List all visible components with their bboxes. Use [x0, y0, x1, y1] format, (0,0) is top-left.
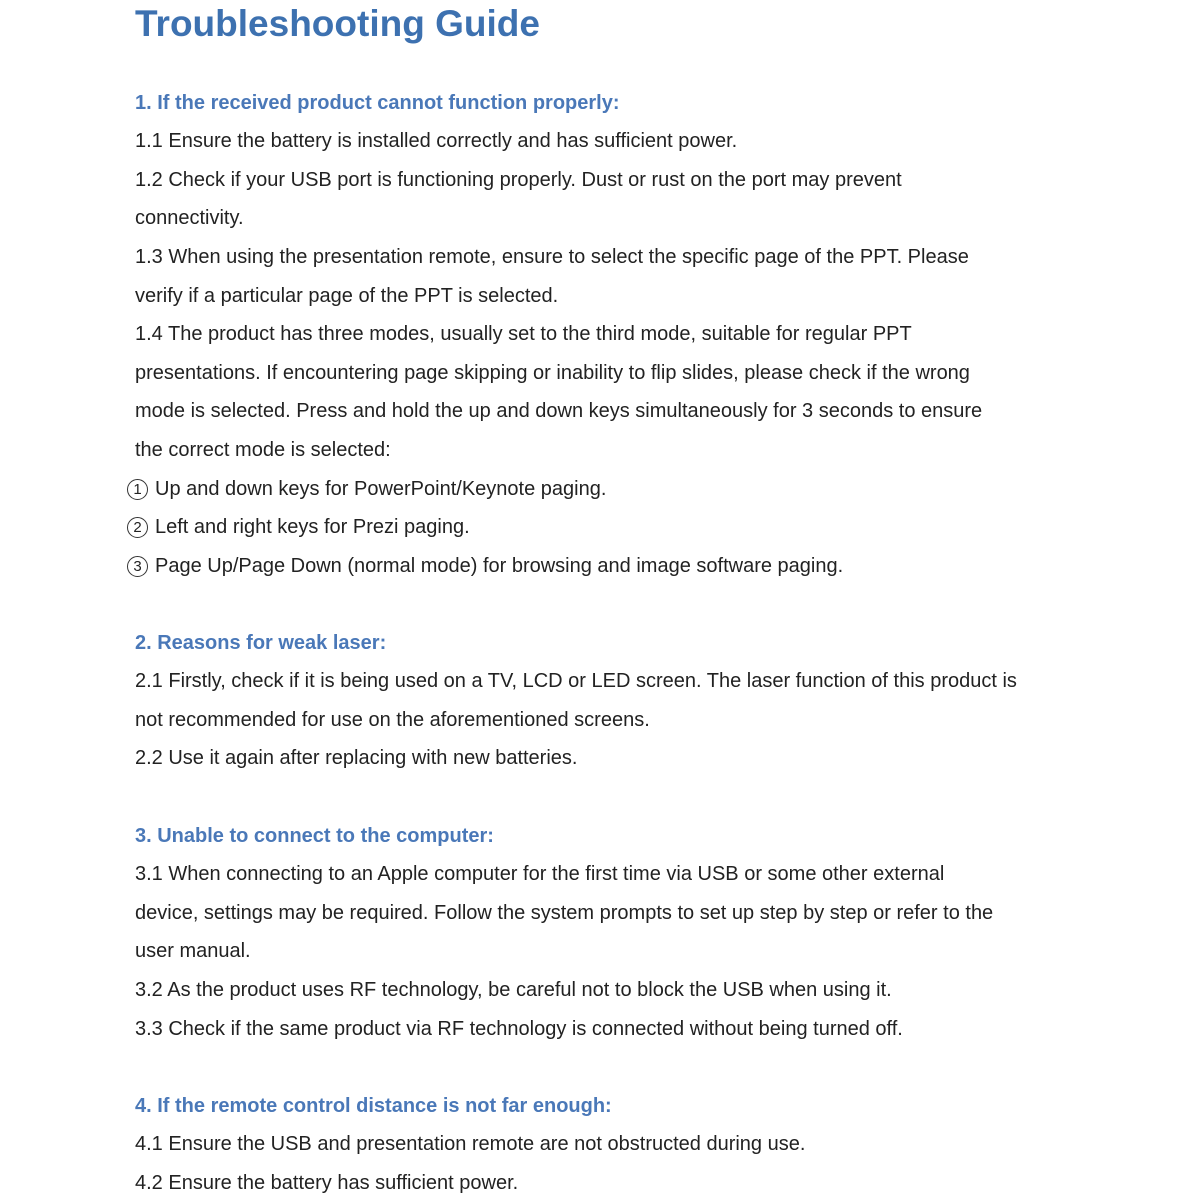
section-1-line-2: 1.2 Check if your USB port is functioning properly. Dust or rust on the port may prevent [135, 169, 902, 191]
section-4-line-2: 4.2 Ensure the battery has sufficient power. [135, 1172, 519, 1194]
section-4-heading: 4. If the remote control distance is not far enough: [135, 1095, 612, 1117]
section-3-line-2: device, settings may be required. Follow the system prompts to set up step by step or refer to the [135, 902, 994, 924]
mode-text-2: Left and right keys for Prezi paging. [155, 516, 470, 538]
mode-item [127, 547, 843, 585]
section-1-line-7: presentations. If encountering page skipping or inability to flip slides, please check if the wrong [135, 362, 970, 384]
section-2-line-2: not recommended for use on the aforementioned screens. [135, 709, 650, 731]
section-1-line-3: connectivity. [135, 207, 244, 229]
section-1-line-1: 1.1 Ensure the battery is installed correctly and has sufficient power. [135, 130, 738, 152]
section-4-line-1: 4.1 Ensure the USB and presentation remote are not obstructed during use. [135, 1133, 806, 1155]
section-1-line-4: 1.3 When using the presentation remote, ensure to select the specific page of the PPT. Please [135, 246, 969, 268]
section-3-line-5: 3.3 Check if the same product via RF technology is connected without being turned off. [135, 1018, 903, 1040]
mode-number-1: 1 [127, 479, 148, 500]
mode-text-1: Up and down keys for PowerPoint/Keynote paging. [155, 478, 607, 500]
section-1-heading: 1. If the received product cannot function properly: [135, 92, 620, 114]
mode-text-3: Page Up/Page Down (normal mode) for browsing and image software paging. [155, 555, 844, 577]
mode-item [127, 508, 470, 546]
section-2-line-1: 2.1 Firstly, check if it is being used on a TV, LCD or LED screen. The laser function of this product is [135, 670, 1017, 692]
section-3-heading: 3. Unable to connect to the computer: [135, 825, 494, 847]
mode-item [127, 470, 606, 508]
section-3-line-3: user manual. [135, 940, 251, 962]
section-1-line-5: verify if a particular page of the PPT is selected. [135, 285, 559, 307]
section-1-line-6: 1.4 The product has three modes, usually set to the third mode, suitable for regular PPT [135, 323, 912, 345]
section-3-line-4: 3.2 As the product uses RF technology, be careful not to block the USB when using it. [135, 979, 892, 1001]
section-3-line-1: 3.1 When connecting to an Apple computer for the first time via USB or some other external [135, 863, 945, 885]
mode-number-3: 3 [127, 556, 148, 577]
page-title: Troubleshooting Guide [135, 3, 540, 44]
section-2-heading: 2. Reasons for weak laser: [135, 632, 387, 654]
section-2-line-3: 2.2 Use it again after replacing with new batteries. [135, 747, 578, 769]
section-1-line-8: mode is selected. Press and hold the up and down keys simultaneously for 3 seconds to ensure [135, 400, 983, 422]
mode-number-2: 2 [127, 517, 148, 538]
section-1-line-9: the correct mode is selected: [135, 439, 391, 461]
